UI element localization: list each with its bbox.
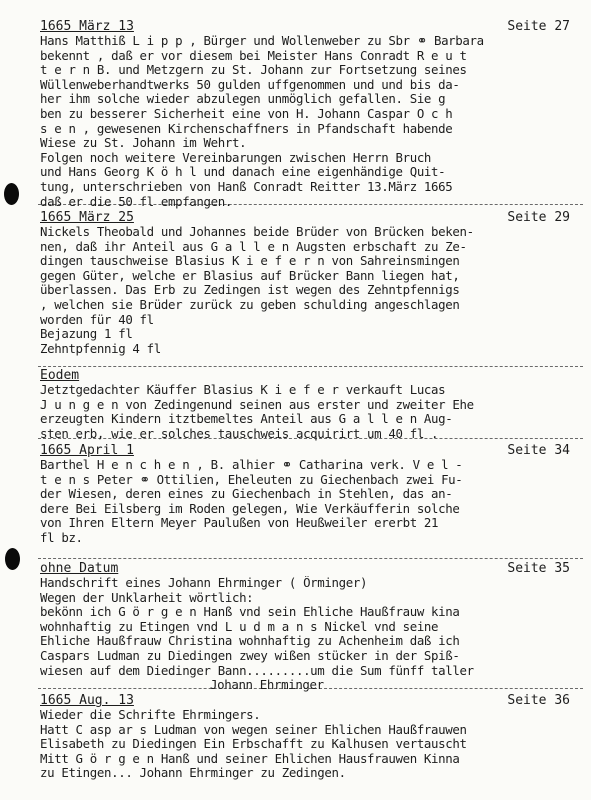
text-line: nen, daß ihr Anteil aus G a l l e n Augsten erbschaft zu Ze-	[40, 239, 467, 254]
entry-page-ref: Seite 35	[507, 561, 570, 576]
text-line: fl bz.	[40, 530, 83, 545]
text-line: gegen Güter, welche er Blasius auf Brücker Bann liegen hat,	[40, 268, 460, 283]
text-line: tung, unterschrieben von Hanß Conradt Reitter 13.März 1665	[40, 179, 453, 194]
text-line: Nickels Theobald und Johannes beide Brüder von Brücken beken-	[40, 225, 474, 239]
text-line: Wiese zu St. Johann im Wehrt.	[40, 136, 247, 151]
punch-hole	[4, 183, 19, 205]
text-line: dingen tauschweise Blasius K i e f e r n von Sahreinsmingen	[40, 254, 460, 269]
entry-date: 1665 April 1	[40, 443, 134, 458]
entry-page-ref: Seite 29	[507, 210, 570, 225]
punch-hole	[5, 548, 20, 570]
text-line: bekönn ich G ö r g e n Hanß vnd sein Ehliche Haußfrauw kina	[40, 605, 460, 620]
entry-date: Eodem	[40, 368, 80, 383]
text-line: Jetztgedachter Käuffer Blasius K i e f e r verkauft Lucas	[40, 383, 446, 397]
text-line: Wieder die Schrifte Ehrmingers.	[40, 708, 261, 722]
text-line: Barthel H e n c h e n , B. alhier ⚭ Catharina verk. V e l -	[40, 458, 463, 472]
text-line: Hatt C asp ar s Ludman von wegen seiner Ehlichen Haußfrauwen	[40, 722, 467, 737]
entry-4	[40, 443, 588, 546]
entry-date: 1665 März 25	[40, 210, 134, 225]
text-line: Hans Matthiß L i p p , Bürger und Wollenweber zu Sbr ⚭ Barbara	[40, 34, 484, 48]
text-line: t e n s Peter ⚭ Ottilien, Eheleuten zu Giechenbach zwei Fu-	[40, 472, 463, 487]
text-line: Zehntpfennig 4 fl	[40, 341, 161, 356]
entry-separator	[38, 558, 583, 559]
text-line: s e n , gewesenen Kirchenschaffners in Pfandschaft habende	[40, 121, 453, 136]
entry-separator	[38, 366, 583, 367]
text-line: Elisabeth zu Diedingen Ein Erbschafft zu Kalhusen vertauscht	[40, 737, 467, 752]
text-line: Wegen der Unklarheit wörtlich:	[40, 590, 254, 605]
text-line: Bejazung 1 fl	[40, 327, 133, 342]
entry-3	[40, 368, 588, 441]
entry-header	[40, 210, 588, 225]
text-line: daß er die 50 fl empfangen.	[40, 194, 232, 209]
text-line: von Ihren Eltern Meyer Paulußen von Heußweiler ererbt 21	[40, 516, 439, 531]
entry-1	[40, 19, 588, 209]
text-line: erzeugten Kindern itztbemeltes Anteil aus G a l l e n Aug-	[40, 412, 453, 427]
entry-2	[40, 210, 588, 356]
entry-page-ref: Seite 36	[507, 693, 570, 708]
text-line: Caspars Ludman zu Diedingen zwey wißen stücker in der Spiß-	[40, 648, 460, 663]
entry-header	[40, 19, 588, 34]
entry-date: ohne Datum	[40, 561, 119, 576]
text-line: zu Etingen... Johann Ehrminger zu Zedingen.	[40, 766, 346, 781]
text-line: her ihm solche wieder abzulegen unmöglich gefallen. Sie g	[40, 92, 446, 107]
text-line: worden für 40 fl	[40, 312, 154, 327]
text-line: der Wiesen, deren eines zu Giechenbach in Stehlen, das an-	[40, 487, 453, 502]
text-line: und Hans Georg K ö h l und danach eine eigenhändige Quit-	[40, 165, 446, 180]
text-line: bekennt , daß er vor diesem bei Meister Hans Conradt R e u t	[40, 48, 467, 63]
entry-page-ref	[570, 368, 588, 383]
entry-6	[40, 693, 588, 781]
text-line: ben zu besserer Sicherheit eine von H. Johann Caspar O c h	[40, 106, 453, 121]
signature-line: Johann Ehrminger	[210, 678, 324, 693]
text-line: , welchen sie Brüder zurück zu geben schulding angeschlagen	[40, 297, 460, 312]
text-line: t e r n B. und Metzgern zu St. Johann zur Fortsetzung seines	[40, 63, 467, 78]
text-line: Wüllenweberhandtwerks 50 gulden uffgenommen und und bis da-	[40, 77, 460, 92]
text-line: J u n g e n von Zedingenund seinen aus erster und zweiter Ehe	[40, 397, 474, 412]
entry-page-ref: Seite 34	[507, 443, 570, 458]
text-line: sten erb, wie er solches tauschweis acquirirt um 40 fl .	[40, 426, 439, 441]
text-line: Handschrift eines Johann Ehrminger ( Örminger)	[40, 576, 368, 590]
entry-header	[40, 368, 588, 383]
entry-header	[40, 443, 588, 458]
text-line: Ehliche Haußfrauw Christina wohnhaftig zu Achenheim daß ich	[40, 634, 460, 649]
entry-5	[40, 561, 588, 693]
text-line: wiesen auf dem Diedinger Bann.........um die Sum fünff taller	[40, 663, 474, 678]
entry-date: 1665 März 13	[40, 19, 134, 34]
entry-date: 1665 Aug. 13	[40, 693, 134, 708]
text-line: wohnhaftig zu Etingen vnd L u d m a n s Nickel vnd seine	[40, 619, 439, 634]
text-line: Folgen noch weitere Vereinbarungen zwischen Herrn Bruch	[40, 150, 432, 165]
entry-page-ref: Seite 27	[507, 19, 570, 34]
entry-header	[40, 561, 588, 576]
text-line: Mitt G ö r g e n Hanß und seiner Ehlichen Hausfrauwen Kinna	[40, 751, 460, 766]
text-line: überlassen. Das Erb zu Zedingen ist wegen des Zehntpfennigs	[40, 283, 460, 298]
entry-header	[40, 693, 588, 708]
text-line: dere Bei Eilsberg im Roden gelegen, Wie Verkäufferin solche	[40, 501, 460, 516]
